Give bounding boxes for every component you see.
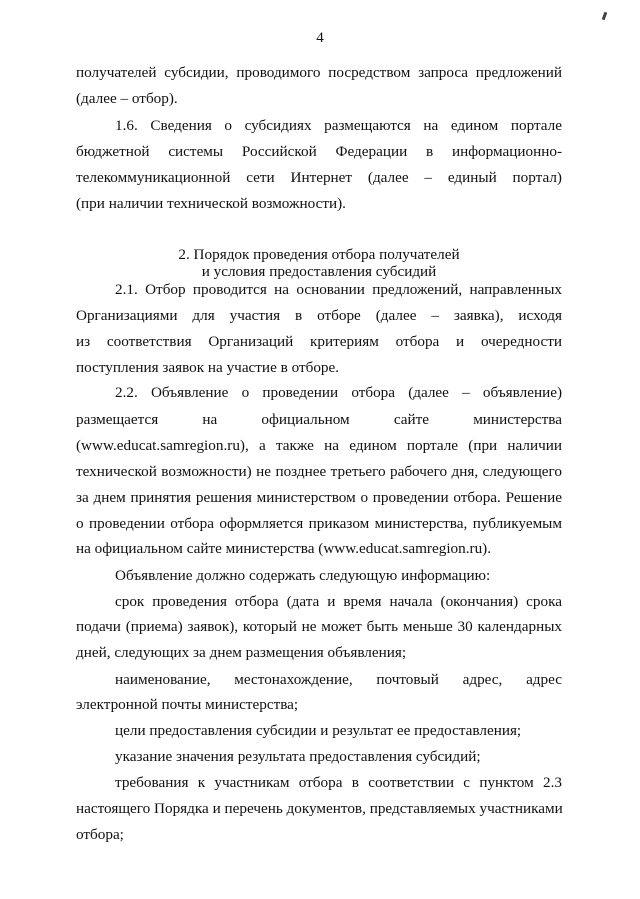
text-line: поступления заявок на участие в отборе. xyxy=(76,359,340,376)
text-line: технической возможности) не позднее третьего рабочего дня, следующего xyxy=(76,463,562,480)
list-item-result-value: указание значения результата предоставления субсидий; xyxy=(115,748,481,765)
announcement-intro: Объявление должно содержать следующую информацию: xyxy=(115,567,491,584)
list-item-requirements: требования к участникам отбора в соответствии с пунктом 2.3 xyxy=(115,774,562,791)
section-title-line-2: и условия предоставления субсидий xyxy=(201,263,437,280)
text-line: из соответствия Организаций критериям отбора и очередности xyxy=(76,333,562,350)
list-item-goals: цели предоставления субсидии и результат ее предоставления; xyxy=(115,722,522,739)
text-line: телекоммуникационной сети Интернет (далее – единый портал) xyxy=(76,169,562,186)
paragraph-2-2-start: 2.2. Объявление о проведении отбора (далее – объявление) xyxy=(115,384,562,401)
page-number: 4 xyxy=(316,30,324,46)
text-line: на официальном сайте министерства (www.educat.samregion.ru). xyxy=(76,540,492,557)
scan-artifact xyxy=(602,12,608,21)
section-title-line-1: 2. Порядок проведения отбора получателей xyxy=(178,246,460,263)
text-line: электронной почты министерства; xyxy=(76,696,299,713)
text-line: настоящего Порядка и перечень документов, представляемых участниками xyxy=(76,800,563,817)
text-line: дней, следующих за днем размещения объявления; xyxy=(76,644,407,661)
paragraph-1-6-start: 1.6. Сведения о субсидиях размещаются на едином портале xyxy=(115,117,562,134)
text-line: Организациями для участия в отборе (далее – заявка), исходя xyxy=(76,307,562,324)
text-line: подачи (приема) заявок), который не может быть меньше 30 календарных xyxy=(76,618,562,635)
list-item-contacts: наименование, местонахождение, почтовый адрес, адрес xyxy=(115,671,562,688)
paragraph-2-1-start: 2.1. Отбор проводится на основании предложений, направленных xyxy=(115,281,562,298)
text-line: отбора; xyxy=(76,826,124,843)
text-line: (при наличии технической возможности). xyxy=(76,195,346,212)
list-item-deadline: срок проведения отбора (дата и время начала (окончания) срока xyxy=(115,593,562,610)
text-line: за днем принятия решения министерством о проведении отбора. Решение xyxy=(76,489,562,506)
text-line: (www.educat.samregion.ru), а также на едином портале (при наличии xyxy=(76,437,562,454)
text-line: получателей субсидии, проводимого посредством запроса предложений xyxy=(76,64,562,81)
text-line: о проведении отбора оформляется приказом министерства, публикуемым xyxy=(76,515,562,532)
text-line: (далее – отбор). xyxy=(76,90,178,107)
text-line: размещается на официальном сайте министерства xyxy=(76,411,562,428)
text-line: бюджетной системы Российской Федерации в информационно- xyxy=(76,143,562,160)
